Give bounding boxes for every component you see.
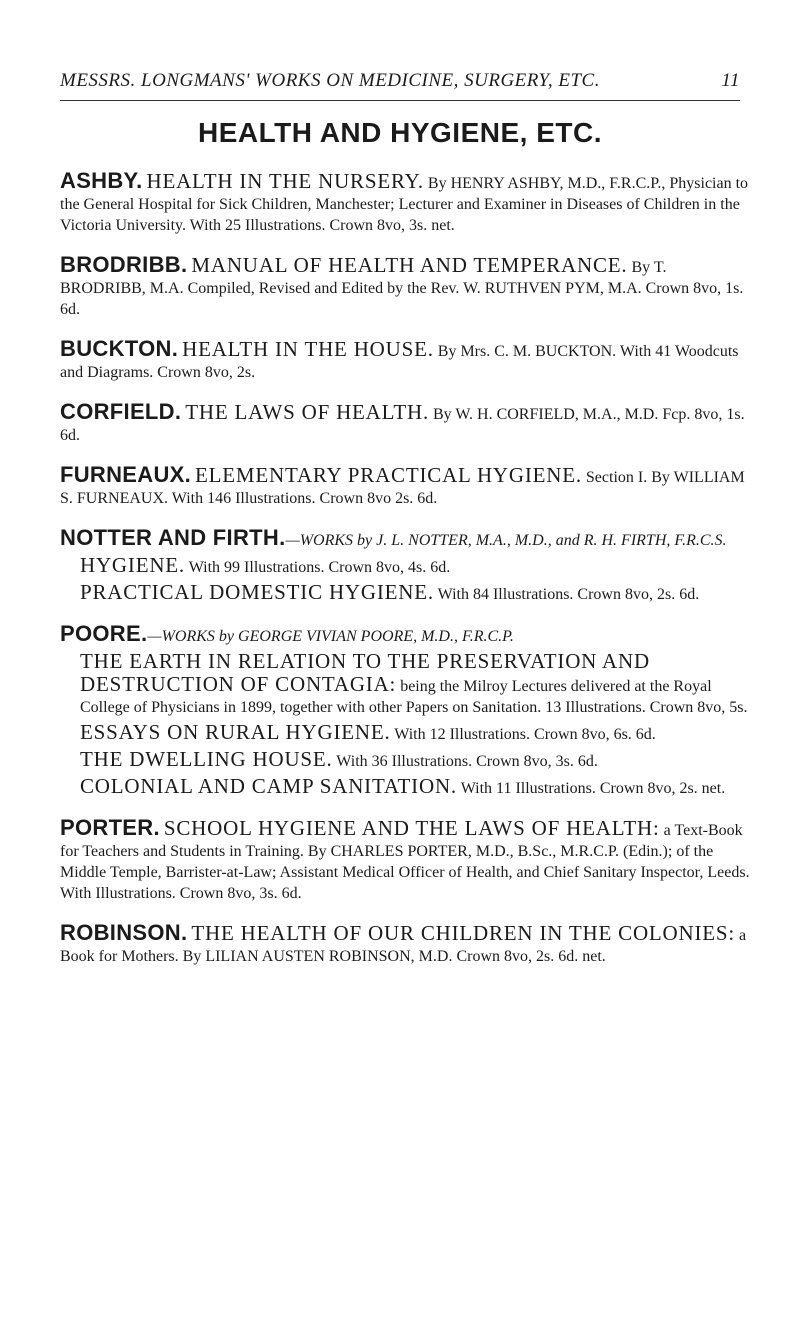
entry-corfield [60,401,750,446]
entries-list [60,170,750,985]
entry-details: By HENRY ASHBY, M.D., F.R.C.P., Physician to the General Hospital for Sick Children, Manchester; Lecturer and Examiner in Diseases of Children in the Victoria University. With 25 Illustrations. Crown 8vo, 3s. net. [60,175,749,234]
entry-author: PORTER. [60,815,160,840]
entry-details: By Mrs. C. M. BUCKTON. With 41 Woodcuts and Diagrams. Crown 8vo, 2s. [60,343,739,381]
work-title: ESSAYS ON RURAL HYGIENE. [80,720,391,744]
work-item [80,651,750,718]
work-item [80,749,750,772]
entry-furneaux [60,464,750,509]
work-title: HYGIENE. [80,553,185,577]
work-item [80,582,750,605]
work-details: With 84 Illustrations. Crown 8vo, 2s. 6d. [437,586,700,603]
entry-details: By T. BRODRIBB, M.A. Compiled, Revised and Edited by the Rev. W. RUTHVEN PYM, M.A. Crown 8vo, 1s. 6d. [60,259,744,318]
entry-details: a Book for Mothers. By LILIAN AUSTEN ROBINSON, M.D. Crown 8vo, 2s. 6d. net. [60,927,747,965]
entry-subtitle: —WORKS by GEORGE VIVIAN POORE, M.D., F.R.C.P. [147,628,514,645]
work-details: With 99 Illustrations. Crown 8vo, 4s. 6d. [188,559,451,576]
entry-title: ELEMENTARY PRACTICAL HYGIENE. [195,463,582,487]
entry-title: SCHOOL HYGIENE AND THE LAWS OF HEALTH: [163,816,660,840]
entry-author: BRODRIBB. [60,252,188,277]
entry-robinson [60,922,750,967]
entry-title: THE LAWS OF HEALTH. [185,400,429,424]
section-title: HEALTH AND HYGIENE, ETC. [197,117,602,148]
entry-poore [60,623,750,799]
work-details: With 36 Illustrations. Crown 8vo, 3s. 6d. [336,753,598,770]
entry-buckton [60,338,750,383]
entry-brodribb [60,254,750,320]
work-title: PRACTICAL DOMESTIC HYGIENE. [80,580,434,604]
entry-title: HEALTH IN THE HOUSE. [182,337,434,361]
work-title: THE DWELLING HOUSE. [80,747,333,771]
work-item [80,776,750,799]
page-number: 11 [721,70,740,91]
entry-title: MANUAL OF HEALTH AND TEMPERANCE. [191,253,628,277]
entry-details: Section I. By WILLIAM S. FURNEAUX. With 146 Illustrations. Crown 8vo 2s. 6d. [60,469,745,507]
work-details: With 11 Illustrations. Crown 8vo, 2s. net. [460,780,726,797]
entry-author: BUCKTON. [60,336,179,361]
entry-porter [60,817,750,904]
running-title: MESSRS. LONGMANS' WORKS ON MEDICINE, SURGERY, ETC. [60,70,600,91]
entry-details: By W. H. CORFIELD, M.A., M.D. Fcp. 8vo, 1s. 6d. [60,406,745,444]
entry-author: POORE. [60,621,148,646]
entry-ashby [60,170,750,236]
entry-author: ROBINSON. [60,920,188,945]
entry-subtitle: —WORKS by J. L. NOTTER, M.A., M.D., and R. H. FIRTH, F.R.C.S. [285,532,727,549]
work-item [80,555,750,578]
work-details: With 12 Illustrations. Crown 8vo, 6s. 6d. [394,726,656,743]
work-title: THE EARTH IN RELATION TO THE PRESERVATION AND DESTRUCTION OF CONTAGIA: [80,649,650,696]
entry-notter-firth [60,527,750,605]
entry-author: NOTTER AND FIRTH. [60,525,286,550]
work-details: being the Milroy Lectures delivered at the Royal College of Physicians in 1899, together with other Papers on Sanitation. 13 Illustrations. Crown 8vo, 5s. [80,678,748,716]
entry-title: THE HEALTH OF OUR CHILDREN IN THE COLONIES: [191,921,736,945]
running-head [60,70,740,92]
header-rule [60,100,740,101]
work-title: COLONIAL AND CAMP SANITATION. [80,774,457,798]
entry-details: a Text-Book for Teachers and Students in Training. By CHARLES PORTER, M.D., B.Sc., M.R.C.P. (Edin.); of the Middle Temple, Barrister-at-Law; Assistant Medical Officer of Health, and Chief Sanitary Inspector, Leeds. With Illustrations. Crown 8vo, 3s. 6d. [60,822,750,902]
entry-author: FURNEAUX. [60,462,192,487]
entry-author: CORFIELD. [60,399,182,424]
entry-title: HEALTH IN THE NURSERY. [146,169,424,193]
work-item [80,722,750,745]
entry-author: ASHBY. [60,168,143,193]
